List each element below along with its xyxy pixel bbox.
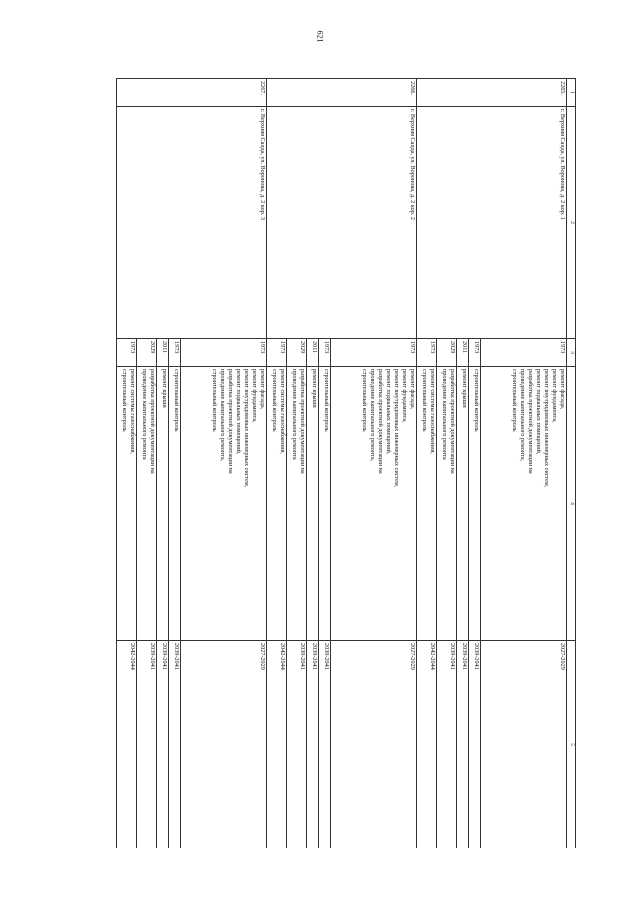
row-number: 2265. bbox=[417, 79, 567, 107]
period-cell: 2039-2041 bbox=[307, 641, 319, 849]
period-cell: 2039-2041 bbox=[169, 641, 181, 849]
page-number: 621 bbox=[315, 30, 325, 43]
period-cell: 2039-2041 bbox=[457, 641, 469, 849]
work-description-cell: ремонт крыши bbox=[307, 367, 319, 641]
year-cell: 1973 bbox=[481, 339, 567, 367]
year-cell: 1973 bbox=[181, 339, 267, 367]
period-cell: 2039-2041 bbox=[319, 641, 331, 849]
rotated-table-container bbox=[88, 78, 576, 848]
year-cell: 1973 bbox=[169, 339, 181, 367]
year-cell: 1973 bbox=[417, 339, 437, 367]
period-cell: 2027-2029 bbox=[481, 641, 567, 849]
period-cell: 2027-2029 bbox=[331, 641, 417, 849]
work-description-cell: ремонт фасада, ремонт фундамента, ремонт внутридомовых инженерных систем, ремонт подвальных помещений, разработка проектной документации на проведение капитального ремонта, строительный контроль bbox=[181, 367, 267, 641]
work-description-cell: разработка проектной документации на проведение капитального ремонта bbox=[287, 367, 307, 641]
work-description-cell: строительный контроль bbox=[469, 367, 481, 641]
year-cell: 2029 bbox=[137, 339, 157, 367]
header-col-2: 2 bbox=[567, 107, 576, 339]
address-cell: г. Верхняя Салда, ул. Воронова, д. 2 кор. 2 bbox=[267, 107, 417, 339]
table-row bbox=[331, 79, 417, 849]
header-col-1: 1 bbox=[567, 79, 576, 107]
period-cell: 2039-2041 bbox=[157, 641, 169, 849]
address-cell: г. Верхняя Салда, ул. Воронова, д. 2 кор. 3 bbox=[117, 107, 267, 339]
work-description-cell: строительный контроль bbox=[169, 367, 181, 641]
work-description-cell: разработка проектной документации на проведение капитального ремонта bbox=[137, 367, 157, 641]
period-cell: 2042-2044 bbox=[267, 641, 287, 849]
period-cell: 2042-2044 bbox=[417, 641, 437, 849]
work-description-cell: ремонт системы газоснабжения, строительный контроль bbox=[117, 367, 137, 641]
year-cell: 2011 bbox=[157, 339, 169, 367]
year-cell: 2029 bbox=[437, 339, 457, 367]
work-description-cell: ремонт системы газоснабжения, строительный контроль bbox=[417, 367, 437, 641]
year-cell: 1973 bbox=[469, 339, 481, 367]
period-cell: 2039-2041 bbox=[469, 641, 481, 849]
address-cell: г. Верхняя Салда, ул. Воронова, д. 2 кор. 1 bbox=[417, 107, 567, 339]
work-description-cell: ремонт фасада, ремонт фундамента, ремонт внутридомовых инженерных систем, ремонт подвальных помещений, разработка проектной документации на проведение капитального ремонта, строительный контроль bbox=[481, 367, 567, 641]
table-row bbox=[181, 79, 267, 849]
period-cell: 2039-2041 bbox=[437, 641, 457, 849]
table-row bbox=[481, 79, 567, 849]
year-cell: 1973 bbox=[331, 339, 417, 367]
header-row bbox=[567, 79, 576, 849]
period-cell: 2039-2041 bbox=[287, 641, 307, 849]
header-col-3: 3 bbox=[567, 339, 576, 367]
work-description-cell: разработка проектной документации на проведение капитального ремонта bbox=[437, 367, 457, 641]
year-cell: 1973 bbox=[319, 339, 331, 367]
year-cell: 2029 bbox=[287, 339, 307, 367]
work-description-cell: ремонт системы газоснабжения, строительный контроль bbox=[267, 367, 287, 641]
row-number: 2266. bbox=[267, 79, 417, 107]
period-cell: 2039-2041 bbox=[137, 641, 157, 849]
row-number: 2267. bbox=[117, 79, 267, 107]
year-cell: 1973 bbox=[267, 339, 287, 367]
year-cell: 2011 bbox=[307, 339, 319, 367]
header-col-4: 4 bbox=[567, 367, 576, 641]
work-description-cell: ремонт крыши bbox=[457, 367, 469, 641]
work-description-cell: ремонт крыши bbox=[157, 367, 169, 641]
header-col-5: 5 bbox=[567, 641, 576, 849]
work-description-cell: ремонт фасада, ремонт фундамента, ремонт внутридомовых инженерных систем, ремонт подвальных помещений, разработка проектной документации на проведение капитального ремонта, строительный контроль bbox=[331, 367, 417, 641]
repair-schedule-table bbox=[88, 78, 576, 848]
year-cell: 1973 bbox=[117, 339, 137, 367]
work-description-cell: строительный контроль bbox=[319, 367, 331, 641]
period-cell: 2042-2044 bbox=[117, 641, 137, 849]
year-cell: 2011 bbox=[457, 339, 469, 367]
period-cell: 2027-2029 bbox=[181, 641, 267, 849]
